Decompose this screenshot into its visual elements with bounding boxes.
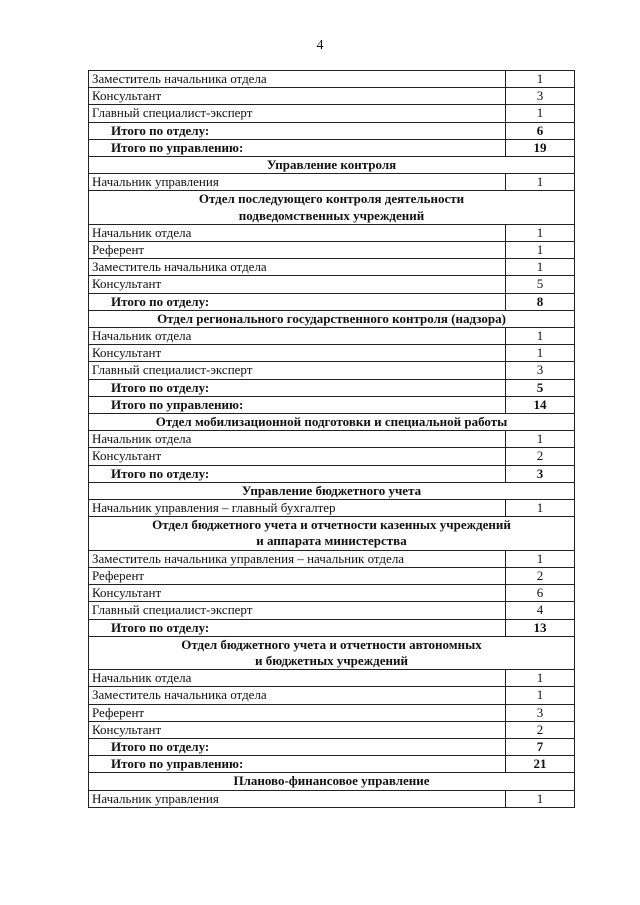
position-row <box>89 670 575 687</box>
position-name: Главный специалист-эксперт <box>89 105 506 122</box>
position-name: Референт <box>89 567 506 584</box>
section-title-line: подведомственных учреждений <box>238 207 425 223</box>
total-count: 5 <box>506 379 575 396</box>
section-title <box>89 157 575 174</box>
total-count: 21 <box>506 756 575 773</box>
position-count: 1 <box>506 71 575 88</box>
total-label: Итого по отделу: <box>89 619 506 636</box>
position-name: Референт <box>89 704 506 721</box>
section-title-line: Отдел регионального государственного контроля (надзора) <box>157 310 506 326</box>
section-title-line: Отдел бюджетного учета и отчетности казенных учреждений <box>152 517 511 533</box>
position-count: 1 <box>506 259 575 276</box>
section-title-line: и бюджетных учреждений <box>255 652 408 668</box>
position-count: 1 <box>506 431 575 448</box>
position-count: 1 <box>506 790 575 807</box>
section-title-line: и аппарата министерства <box>256 533 407 549</box>
position-count: 1 <box>506 687 575 704</box>
position-name: Консультант <box>89 721 506 738</box>
total-label: Итого по отделу: <box>89 465 506 482</box>
total-row <box>89 619 575 636</box>
position-count: 5 <box>506 276 575 293</box>
position-name: Консультант <box>89 276 506 293</box>
section-title <box>89 191 575 224</box>
section-header-row <box>89 482 575 499</box>
section-header-row <box>89 191 575 224</box>
page-number: 4 <box>316 38 324 53</box>
section-title <box>89 310 575 327</box>
total-row <box>89 738 575 755</box>
position-row <box>89 500 575 517</box>
total-count: 6 <box>506 122 575 139</box>
position-count: 1 <box>506 174 575 191</box>
position-count: 1 <box>506 550 575 567</box>
position-name: Заместитель начальника отдела <box>89 687 506 704</box>
total-row <box>89 139 575 156</box>
position-count: 1 <box>506 105 575 122</box>
position-name: Заместитель начальника отдела <box>89 71 506 88</box>
position-count: 1 <box>506 328 575 345</box>
position-row <box>89 448 575 465</box>
section-header-row <box>89 414 575 431</box>
position-row <box>89 88 575 105</box>
total-count: 3 <box>506 465 575 482</box>
total-count: 14 <box>506 396 575 413</box>
position-row <box>89 790 575 807</box>
position-row <box>89 345 575 362</box>
position-row <box>89 328 575 345</box>
section-header-row <box>89 773 575 790</box>
total-label: Итого по управлению: <box>89 139 506 156</box>
position-count: 1 <box>506 242 575 259</box>
total-row <box>89 293 575 310</box>
section-title <box>89 482 575 499</box>
position-name: Главный специалист-эксперт <box>89 362 506 379</box>
position-count: 2 <box>506 721 575 738</box>
position-row <box>89 71 575 88</box>
position-name: Консультант <box>89 585 506 602</box>
position-name: Начальник отдела <box>89 670 506 687</box>
position-count: 2 <box>506 448 575 465</box>
section-title <box>89 517 575 550</box>
position-row <box>89 687 575 704</box>
total-label: Итого по отделу: <box>89 293 506 310</box>
section-header-row <box>89 157 575 174</box>
section-header-row <box>89 636 575 669</box>
position-row <box>89 362 575 379</box>
total-label: Итого по отделу: <box>89 122 506 139</box>
section-header-row <box>89 517 575 550</box>
total-count: 7 <box>506 738 575 755</box>
position-count: 3 <box>506 88 575 105</box>
section-title <box>89 414 575 431</box>
staffing-table-body <box>89 71 575 808</box>
position-name: Референт <box>89 242 506 259</box>
position-name: Начальник управления – главный бухгалтер <box>89 500 506 517</box>
position-name: Заместитель начальника отдела <box>89 259 506 276</box>
section-header-row <box>89 310 575 327</box>
position-count: 1 <box>506 670 575 687</box>
position-row <box>89 105 575 122</box>
position-name: Главный специалист-эксперт <box>89 602 506 619</box>
section-title-line: Управление контроля <box>266 157 397 173</box>
position-name: Консультант <box>89 448 506 465</box>
position-count: 3 <box>506 704 575 721</box>
position-name: Консультант <box>89 88 506 105</box>
position-name: Заместитель начальника управления – начальник отдела <box>89 550 506 567</box>
position-name: Начальник отдела <box>89 224 506 241</box>
section-title <box>89 636 575 669</box>
position-name: Начальник управления <box>89 790 506 807</box>
total-row <box>89 396 575 413</box>
position-count: 2 <box>506 567 575 584</box>
total-count: 8 <box>506 293 575 310</box>
total-row <box>89 465 575 482</box>
staffing-table <box>88 70 575 808</box>
position-row <box>89 259 575 276</box>
total-count: 19 <box>506 139 575 156</box>
position-row <box>89 704 575 721</box>
total-row <box>89 379 575 396</box>
total-row <box>89 122 575 139</box>
position-row <box>89 585 575 602</box>
position-row <box>89 602 575 619</box>
position-count: 1 <box>506 224 575 241</box>
total-row <box>89 756 575 773</box>
section-title-line: Планово-финансовое управление <box>233 773 430 789</box>
total-label: Итого по отделу: <box>89 738 506 755</box>
section-title-line: Отдел мобилизационной подготовки и специальной работы <box>155 414 508 430</box>
position-row <box>89 174 575 191</box>
total-label: Итого по управлению: <box>89 396 506 413</box>
position-row <box>89 550 575 567</box>
total-count: 13 <box>506 619 575 636</box>
total-label: Итого по отделу: <box>89 379 506 396</box>
position-count: 1 <box>506 345 575 362</box>
position-count: 1 <box>506 500 575 517</box>
position-name: Начальник управления <box>89 174 506 191</box>
section-title-line: Управление бюджетного учета <box>241 482 422 498</box>
section-title <box>89 773 575 790</box>
position-count: 4 <box>506 602 575 619</box>
position-row <box>89 224 575 241</box>
total-label: Итого по управлению: <box>89 756 506 773</box>
position-name: Начальник отдела <box>89 431 506 448</box>
position-name: Консультант <box>89 345 506 362</box>
section-title-line: Отдел бюджетного учета и отчетности автономных <box>181 636 482 652</box>
position-count: 3 <box>506 362 575 379</box>
position-name: Начальник отдела <box>89 328 506 345</box>
position-row <box>89 242 575 259</box>
position-count: 6 <box>506 585 575 602</box>
section-title-line: Отдел последующего контроля деятельности <box>198 191 465 207</box>
position-row <box>89 721 575 738</box>
position-row <box>89 431 575 448</box>
position-row <box>89 276 575 293</box>
position-row <box>89 567 575 584</box>
